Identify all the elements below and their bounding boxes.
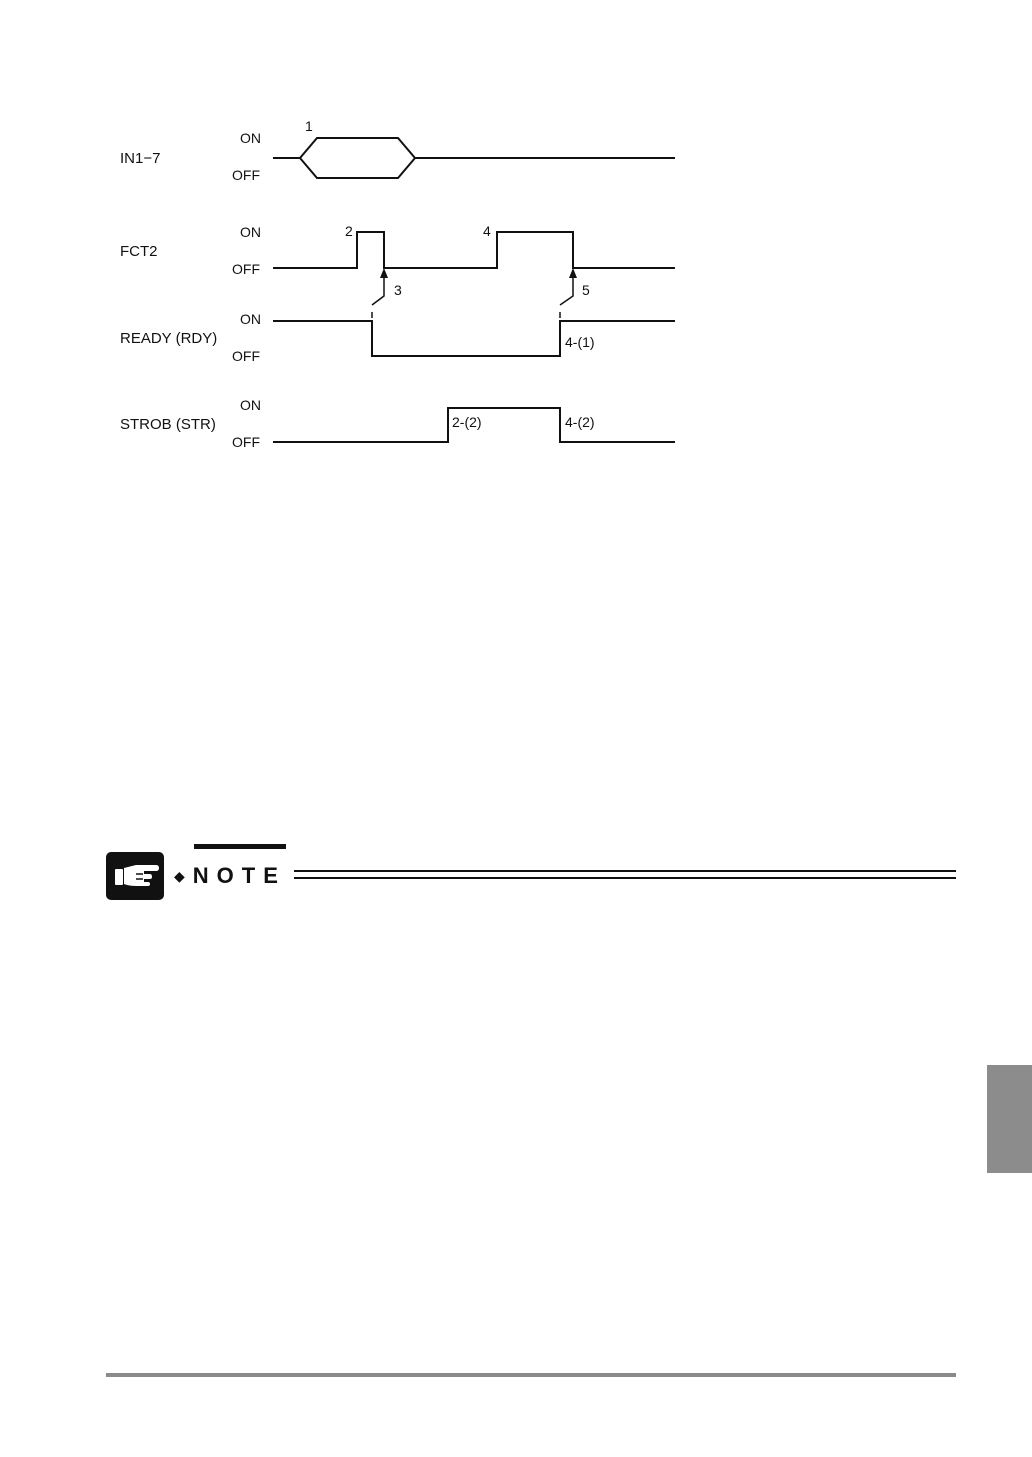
step-label-2-2: 2-(2) <box>452 414 482 430</box>
diamond-bullet-icon: ◆ <box>174 868 185 884</box>
step-label-4-1: 4-(1) <box>565 334 595 350</box>
pointing-hand-icon <box>106 852 164 900</box>
note-title-text: NOTE <box>192 863 286 888</box>
footer-rule <box>106 1373 956 1377</box>
signal-name-ready: READY (RDY) <box>120 330 218 347</box>
step-label-2: 2 <box>345 223 353 239</box>
level-on-label: ON <box>240 224 261 240</box>
note-heading <box>106 846 956 902</box>
signal-name-in1-7: IN1−7 <box>120 150 161 167</box>
signal-name-strob: STROB (STR) <box>120 416 216 433</box>
chapter-side-tab <box>987 1065 1032 1173</box>
step-label-1: 1 <box>305 118 313 134</box>
note-overbar <box>194 844 286 849</box>
level-on-label: ON <box>240 397 261 413</box>
note-double-rule <box>294 870 956 879</box>
causal-arrow-3 <box>372 268 388 318</box>
step-label-3: 3 <box>394 282 402 298</box>
level-off-label: OFF <box>232 434 260 450</box>
ready-waveform <box>273 321 675 356</box>
fct2-waveform <box>273 232 675 268</box>
step-label-5: 5 <box>582 282 590 298</box>
level-off-label: OFF <box>232 261 260 277</box>
in1-7-waveform <box>273 138 675 178</box>
signal-name-fct2: FCT2 <box>120 243 158 260</box>
step-label-4: 4 <box>483 223 491 239</box>
causal-arrow-5 <box>560 268 577 318</box>
note-title <box>174 862 286 890</box>
level-off-label: OFF <box>232 167 260 183</box>
timing-diagram <box>0 0 1032 500</box>
level-on-label: ON <box>240 311 261 327</box>
level-off-label: OFF <box>232 348 260 364</box>
level-on-label: ON <box>240 130 261 146</box>
step-label-4-2: 4-(2) <box>565 414 595 430</box>
